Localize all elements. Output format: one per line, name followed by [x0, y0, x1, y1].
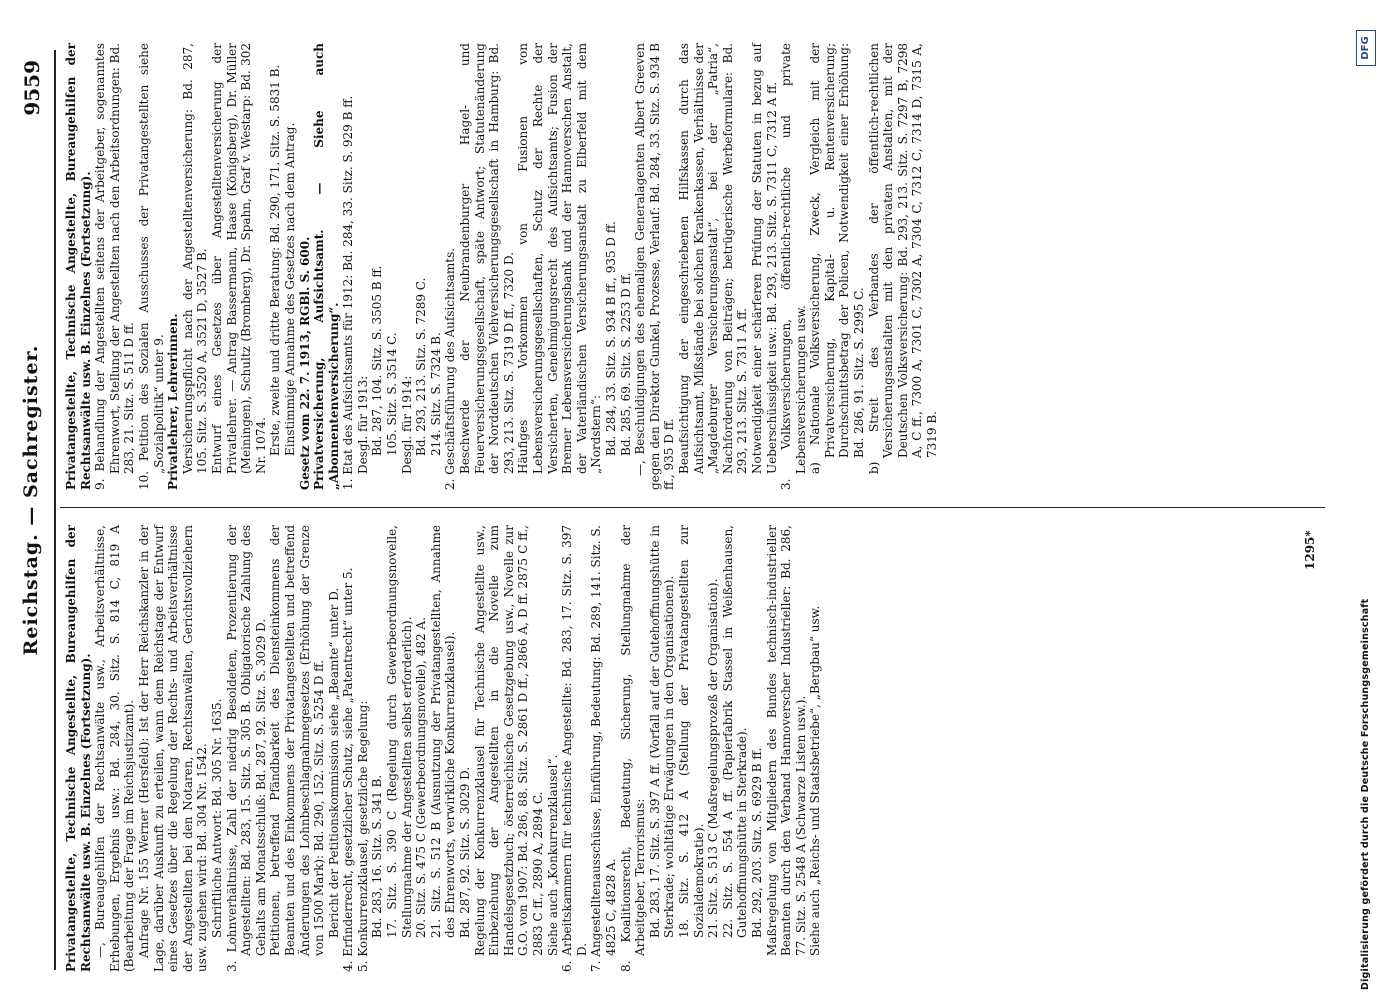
- entry-text: 18. Sitz. S. 412 A (Stellung der Privatangestellten zur Sozialdemokratie).: [676, 525, 706, 938]
- entry-text: Regelung der Konkurrenzklausel für Technische Angestellte usw., Einbeziehung der Angestellten in die Novelle zum Handelsgesetzbuch; österreichische Gesetzgebung usw., Novelle zur G.O. von 1907: Bd. 286, 88. Sitz. S. 2861 D ff., 2866 A, D ff. 2875 C ff., 2883 C ff., 2890 A, 2894 C.: [472, 525, 545, 956]
- entry-text: —, Beschuldigungen des ehemaligen Generalagenten Albert Greeven gegen den Direktor Gunkel, Prozesse, Verlauf: Bd. 284, 33. Sitz. S. 934 B ff., 935 D ff.: [633, 43, 677, 490]
- entry-text: Bd. 283, 17. Sitz. S. 397 A ff. (Vorfall auf der Gutehoffnungshütte in Sterkrade; wohltätige Erwägungen in den Organisationen).: [647, 525, 677, 938]
- entry-text: 7. Angestelltenausschüsse, Einführung, Bedeutung: Bd. 289, 141. Sitz. S. 4825 C, 4828 A.: [589, 525, 618, 972]
- entry-text: Siehe auch „Konkurrenzklausel“.: [545, 754, 560, 956]
- entry-text: Bd. 285, 69. Sitz. S. 2253 D ff.: [618, 272, 633, 456]
- entry-text: 3. Volksversicherungen, öffentlich-rechtliche und private Lebensversicherungen usw.: [779, 43, 808, 490]
- column-divider: [60, 507, 1325, 508]
- entry-text: Bd. 284, 33. Sitz. S. 934 B ff., 935 D ff.: [603, 221, 618, 456]
- entry-text: a) Nationale Volksversicherung, Zweck, Vergleich mit der Privatversicherung, Kapital- u. Rentenversicherung; Durchschnittsbetrag der Policen, Notwendigkeit einer Erhöhung: Bd. 286, 91. Sitz. S. 2995 C.: [808, 43, 867, 474]
- page-number: 9559: [20, 60, 44, 116]
- left-column: [64, 525, 823, 972]
- entry-text: Siehe auch „Reichs- und Staatsbetriebe“, „Bergbau“ usw.: [808, 605, 823, 956]
- entry-text: 6. Arbeitskammern für technische Angestellte: Bd. 283, 17. Sitz. S. 397 D.: [560, 525, 589, 972]
- entry-heading: Privatangestellte, Technische Angestellte, Bureaugehilfen der Rechtsanwälte usw. B. Einzelnes (Fortsetzung).: [64, 525, 93, 972]
- entry-heading: Privatangestellte, Technische Angestellte, Bureaugehilfen der Rechtsanwälte usw. B. Einzelnes (Fortsetzung).: [64, 43, 93, 490]
- entry-text: Bd. 283, 16. Sitz. S. 341 B.: [370, 774, 385, 938]
- entry-text: Bericht der Petitionskommission siehe „Beamte“ unter D.: [326, 587, 341, 938]
- entry-text: 2. Geschäftsführung des Aufsichtsamts.: [443, 247, 458, 490]
- entry-text: 1. Etat des Aufsichtsamts für 1912: Bd. 284, 33. Sitz. S. 929 B ff.: [341, 95, 356, 490]
- entry-text: Schriftliche Antwort: Bd. 305 Nr. 1635.: [209, 698, 224, 938]
- entry-text: 3. Lohnverhältnisse, Zahl der niedrig Besoldeten, Prozentierung der Angestellten: Bd. 283, 15. Sitz. S. 305 B. Obligatorische Zahlung des Gehalts am Monatsschluß: Bd. 287, 92. Sitz. S. 3029 D.: [224, 525, 268, 972]
- header-rule: [54, 50, 56, 970]
- entry-text: Beaufsichtigung der eingeschriebenen Hilfskassen durch das Aufsichtsamt, Mißstände bei solchen Krankenkassen, Verhältnisse der „Magdeburger Versicherungsanstalt“, bei der „Patria“, Nachforderung von Beiträgen; betrügerische Werbeformulare: Bd. 293, 213. Sitz. S. 7311 A ff.: [676, 43, 750, 474]
- entry-text: Petitionen, betreffend Pfändbarkeit des Diensteinkommens der Beamten und des Einkommens der Privatangestellten und betreffend Änderungen des Lohnbeschlagnahmegesetzes (Erhöhung der Grenze von 1500 Mark): Bd. 290, 152. Sitz. S. 5254 D ff.: [268, 525, 327, 956]
- header-title: Reichstag. — Sachregister.: [20, 344, 42, 656]
- entry-text: Bd. 287, 104. Sitz. S. 3505 B ff.: [370, 265, 385, 456]
- entry-text: 21. Sitz. S. 513 C (Maßregelungsprozeß der Organisation).: [706, 578, 721, 938]
- entry-text: Desgl. für 1914:: [399, 375, 414, 474]
- entry-text: Maßregelung von Mitgliedern des Bundes technisch-industrieller Beamten durch den Verband Hannoverscher Industrieller: Bd. 286, 77. Sitz. S. 2548 A (Schwarze Listen usw.).: [764, 525, 808, 956]
- entry-text: Versicherungspflicht nach der Angestelltenversicherung: Bd. 287, 105. Sitz. S. 3520 A, 3521 D, 3527 B.: [180, 43, 210, 474]
- entry-text: —, Bureaugehilfen der Rechtsanwälte usw., Arbeitsverhältnisse, Erhebungen, Ergebnis usw.: Bd. 284, 30. Sitz. S. 814 C, 819 A (Bearbeitung der Frage im Reichsjustizamt).: [93, 525, 137, 972]
- entry-text: Bd. 293, 213. Sitz. S. 7289 C.: [414, 277, 429, 456]
- entry-text: Desgl. für 1913:: [355, 375, 370, 474]
- entry-text: 105. Sitz. S. 3514 C.: [385, 332, 400, 456]
- digitization-credit: Digitalisierung gefördert durch die Deutsche Forschungsgemeinschaft: [1360, 598, 1371, 990]
- entry-heading: Privatlehrer, Lehrerinnen.: [166, 313, 181, 490]
- entry-text: 17. Sitz. S. 390 C (Regelung durch Gewerbeordnungsnovelle, Stellungnahme der Angestellten selbst erforderlich).: [385, 525, 414, 938]
- entry-heading: Gesetz vom 22. 7. 1913, RGBl. S. 600.: [297, 236, 312, 490]
- entry-text: 8. Koalitionsrecht, Bedeutung, Sicherung, Stellungnahme der Arbeitgeber, Terrorismus:: [618, 525, 648, 972]
- entry-text: 21. Sitz. S. 512 B (Ausnutzung der Privatangestellten, Annahme des Ehrenworts, verwirkliche Konkurrenzklausel).: [428, 525, 458, 938]
- entry-heading: Privatversicherung, Aufsichtsamt. — Siehe auch „Abonnentenversicherung“.: [312, 43, 341, 490]
- entry-text: 214. Sitz. S. 7324 B.: [428, 332, 443, 456]
- entry-text: 9. Behandlung der Angestellten seitens der Arbeitgeber, sogenanntes Ehrenwort, Stellung der Angestellten nach den Arbeitsordnungen: Bd. 283, 21. Sitz. S. 511 D ff.: [93, 43, 137, 490]
- entry-text: Beschwerde der Neubrandenburger Hagel- und Feuerversicherungsgesellschaft, späte Antwort; Statutenänderung der Norddeutschen Viehversicherungsgesellschaft in Hamburg: Bd. 293, 213. Sitz. S. 7319 D ff., 7320 D.: [458, 43, 516, 474]
- signature-mark: 1295*: [1303, 530, 1317, 570]
- entry-text: Anfrage Nr. 155 Werner (Hersfeld): Ist der Herr Reichskanzler in der Lage, darüber Auskunft zu erteilen, wann dem Reichstage der Entwurf eines Gesetzes über die Regelung der Rechts- und Arbeitsverhältnisse der Angestellten bei den Notaren, Rechtsanwälten, Gerichtsvollziehern usw. zugehen wird: Bd. 304 Nr. 1542.: [136, 525, 210, 972]
- entry-text: Bd. 292, 203. Sitz. S. 6929 B ff.: [749, 747, 764, 938]
- running-header: [20, 60, 54, 940]
- entry-text: Einstimmige Annahme des Gesetzes nach dem Antrag.: [282, 122, 297, 456]
- entry-text: 10. Petition des Sozialen Ausschusses der Privatangestellten siehe „Sozialpolitik“ unter 9.: [136, 43, 166, 490]
- entry-text: 22. Sitz. S. 554 A ff. (Papierfabrik Stassel in Weißenhausen, Gutehoffnungshütte in Sterkrade).: [720, 525, 750, 938]
- dfg-logo: DFG: [1356, 30, 1376, 66]
- entry-text: Notwendigkeit einer schärferen Prüfung der Statuten in bezug auf Ueberschüssigkeit usw.: Bd. 293, 213. Sitz. S. 7311 C, 7312 A ff.: [749, 43, 779, 474]
- entry-text: b) Streit des Verbandes der öffentlich-rechtlichen Versicherungsanstalten mit den privaten Anstalten, mit der Deutschen Volksversicherung: Bd. 293, 213. Sitz. S. 7297 B, 7298 A, C ff., 7300 A, 7301 C, 7302 A, 7304 C, 7312 C, 7314 D, 7315 A, 7319 B.: [866, 43, 940, 474]
- entry-text: Entwurf eines Gesetzes über Angestelltenversicherung der Privatlehrer. — Antrag Bassermann, Haase (Königsberg), Dr. Müller (Meiningen), Schultz (Bromberg), Dr. Spahn, Graf v. Westarp: Bd. 302 Nr. 1074.: [209, 43, 268, 474]
- entry-text: 20. Sitz. S. 475 C (Gewerbeordnungsnovelle), 482 A.: [414, 617, 429, 938]
- entry-text: Erste, zweite und dritte Beratung: Bd. 290, 171. Sitz. S. 5831 B.: [268, 64, 283, 456]
- right-column: [64, 43, 940, 490]
- entry-text: Häufiges Vorkommen von Fusionen von Lebensversicherungsgesellschaften, Schutz der Rechte der Versicherten, Genehmigungsrecht des Aufsichtsamts; Fusion der Bremer Lebensversicherungsbank und der Hannoverschen Anstalt, der Vaterländischen Versicherungsanstalt zu Elberfeld mit dem „Nordstern“:: [516, 43, 604, 474]
- entry-text: Bd. 287, 92. Sitz. S. 3029 D.: [458, 766, 473, 938]
- entry-text: 4. Erfinderrecht, gesetzlicher Schutz, siehe „Patentrecht“ unter 5.: [341, 567, 356, 972]
- entry-text: 5. Konkurrenzklausel, gesetzliche Regelung:: [355, 700, 370, 972]
